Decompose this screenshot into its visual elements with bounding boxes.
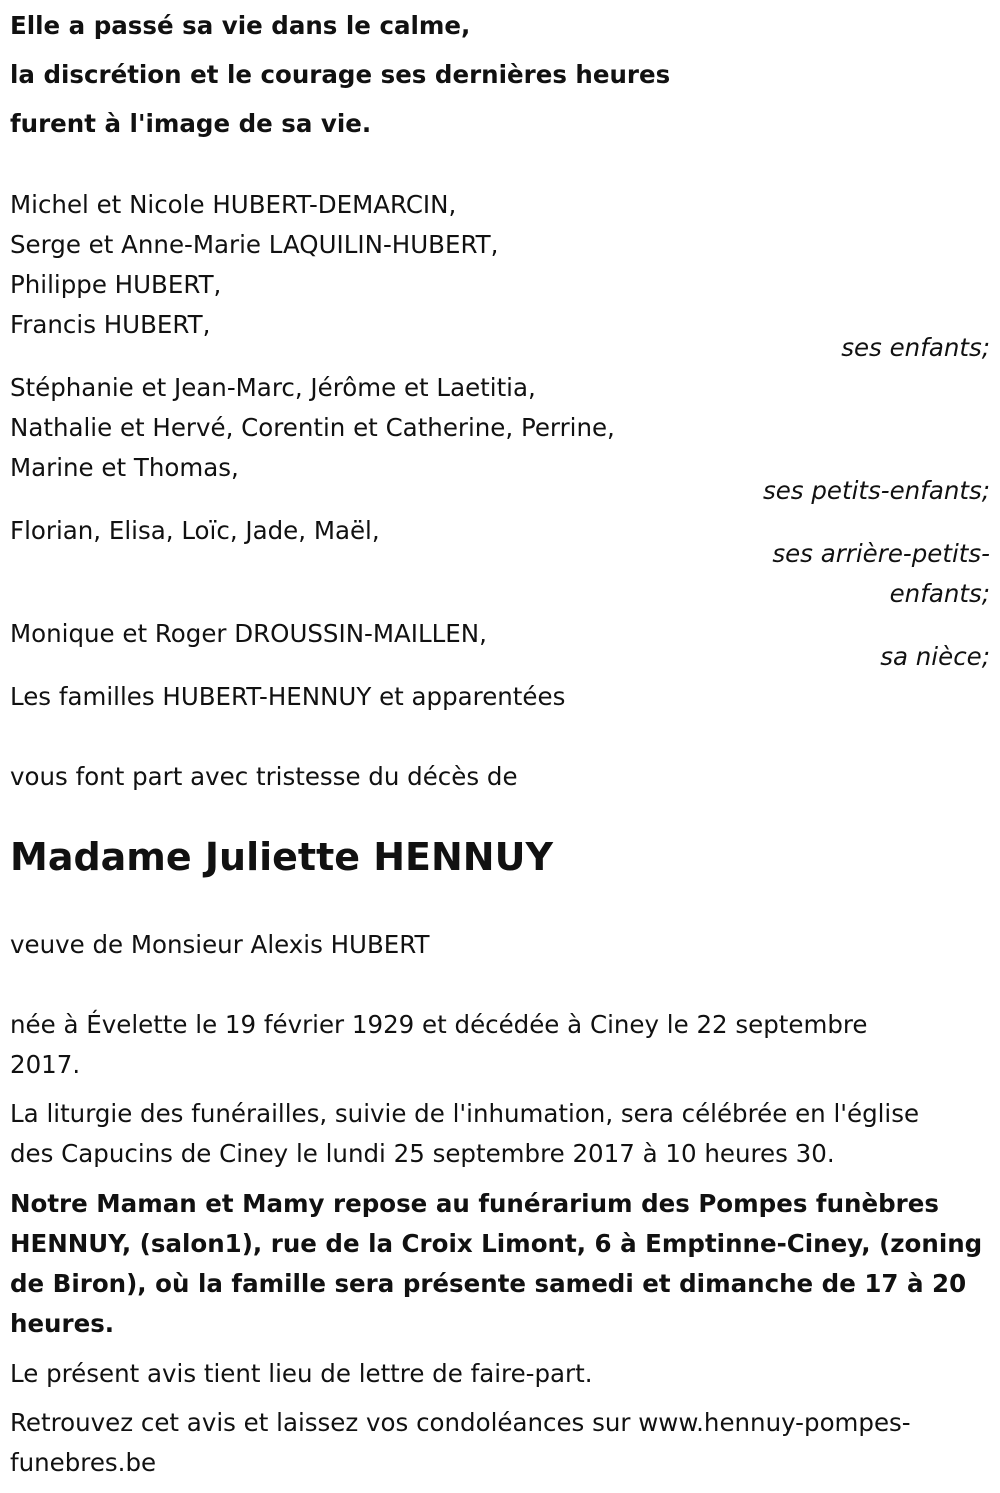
deceased-name: Madame Juliette HENNUY xyxy=(10,835,553,879)
niece-label: sa nièce; xyxy=(880,642,990,671)
grandchildren-label: ses petits-enfants; xyxy=(762,476,990,505)
grandchild-line-2: Nathalie et Hervé, Corentin et Catherine, Perrine, xyxy=(10,413,615,442)
website-line-1: Retrouvez cet avis et laissez vos condoléances sur www.hennuy-pompes- xyxy=(10,1408,911,1437)
liturgy-line-1: La liturgie des funérailles, suivie de l'inhumation, sera célébrée en l'église xyxy=(10,1099,920,1128)
visitation-line-4: heures. xyxy=(10,1309,115,1338)
epitaph-line-3: furent à l'image de sa vie. xyxy=(10,109,372,138)
widow-of-line: veuve de Monsieur Alexis HUBERT xyxy=(10,930,430,959)
great-grandchildren-label-2: enfants; xyxy=(889,579,990,608)
epitaph-line-2: la discrétion et le courage ses dernières heures xyxy=(10,60,671,89)
children-label: ses enfants; xyxy=(841,333,990,362)
grandchild-line-3: Marine et Thomas, xyxy=(10,453,239,482)
birth-death-line-2: 2017. xyxy=(10,1050,81,1079)
niece-line: Monique et Roger DROUSSIN-MAILLEN, xyxy=(10,619,487,648)
notice-line: Le présent avis tient lieu de lettre de faire-part. xyxy=(10,1359,593,1388)
liturgy-line-2: des Capucins de Ciney le lundi 25 septembre 2017 à 10 heures 30. xyxy=(10,1139,835,1168)
visitation-line-1: Notre Maman et Mamy repose au funérarium des Pompes funèbres xyxy=(10,1189,939,1218)
epitaph-line-1: Elle a passé sa vie dans le calme, xyxy=(10,11,471,40)
great-grandchildren-line: Florian, Elisa, Loïc, Jade, Maël, xyxy=(10,516,380,545)
visitation-line-3: de Biron), où la famille sera présente samedi et dimanche de 17 à 20 xyxy=(10,1269,967,1298)
child-line-2: Serge et Anne-Marie LAQUILIN-HUBERT, xyxy=(10,230,499,259)
child-line-1: Michel et Nicole HUBERT-DEMARCIN, xyxy=(10,190,457,219)
birth-death-line-1: née à Évelette le 19 février 1929 et décédée à Ciney le 22 septembre xyxy=(10,1010,868,1039)
visitation-line-2: HENNUY, (salon1), rue de la Croix Limont, 6 à Emptinne-Ciney, (zoning xyxy=(10,1229,983,1258)
child-line-3: Philippe HUBERT, xyxy=(10,270,222,299)
child-line-4: Francis HUBERT, xyxy=(10,310,211,339)
website-line-2: funebres.be xyxy=(10,1448,157,1477)
grandchild-line-1: Stéphanie et Jean-Marc, Jérôme et Laetitia, xyxy=(10,373,536,402)
great-grandchildren-label-1: ses arrière-petits- xyxy=(772,539,990,568)
announcement-line: vous font part avec tristesse du décès de xyxy=(10,762,518,791)
families-line: Les familles HUBERT-HENNUY et apparentées xyxy=(10,682,566,711)
